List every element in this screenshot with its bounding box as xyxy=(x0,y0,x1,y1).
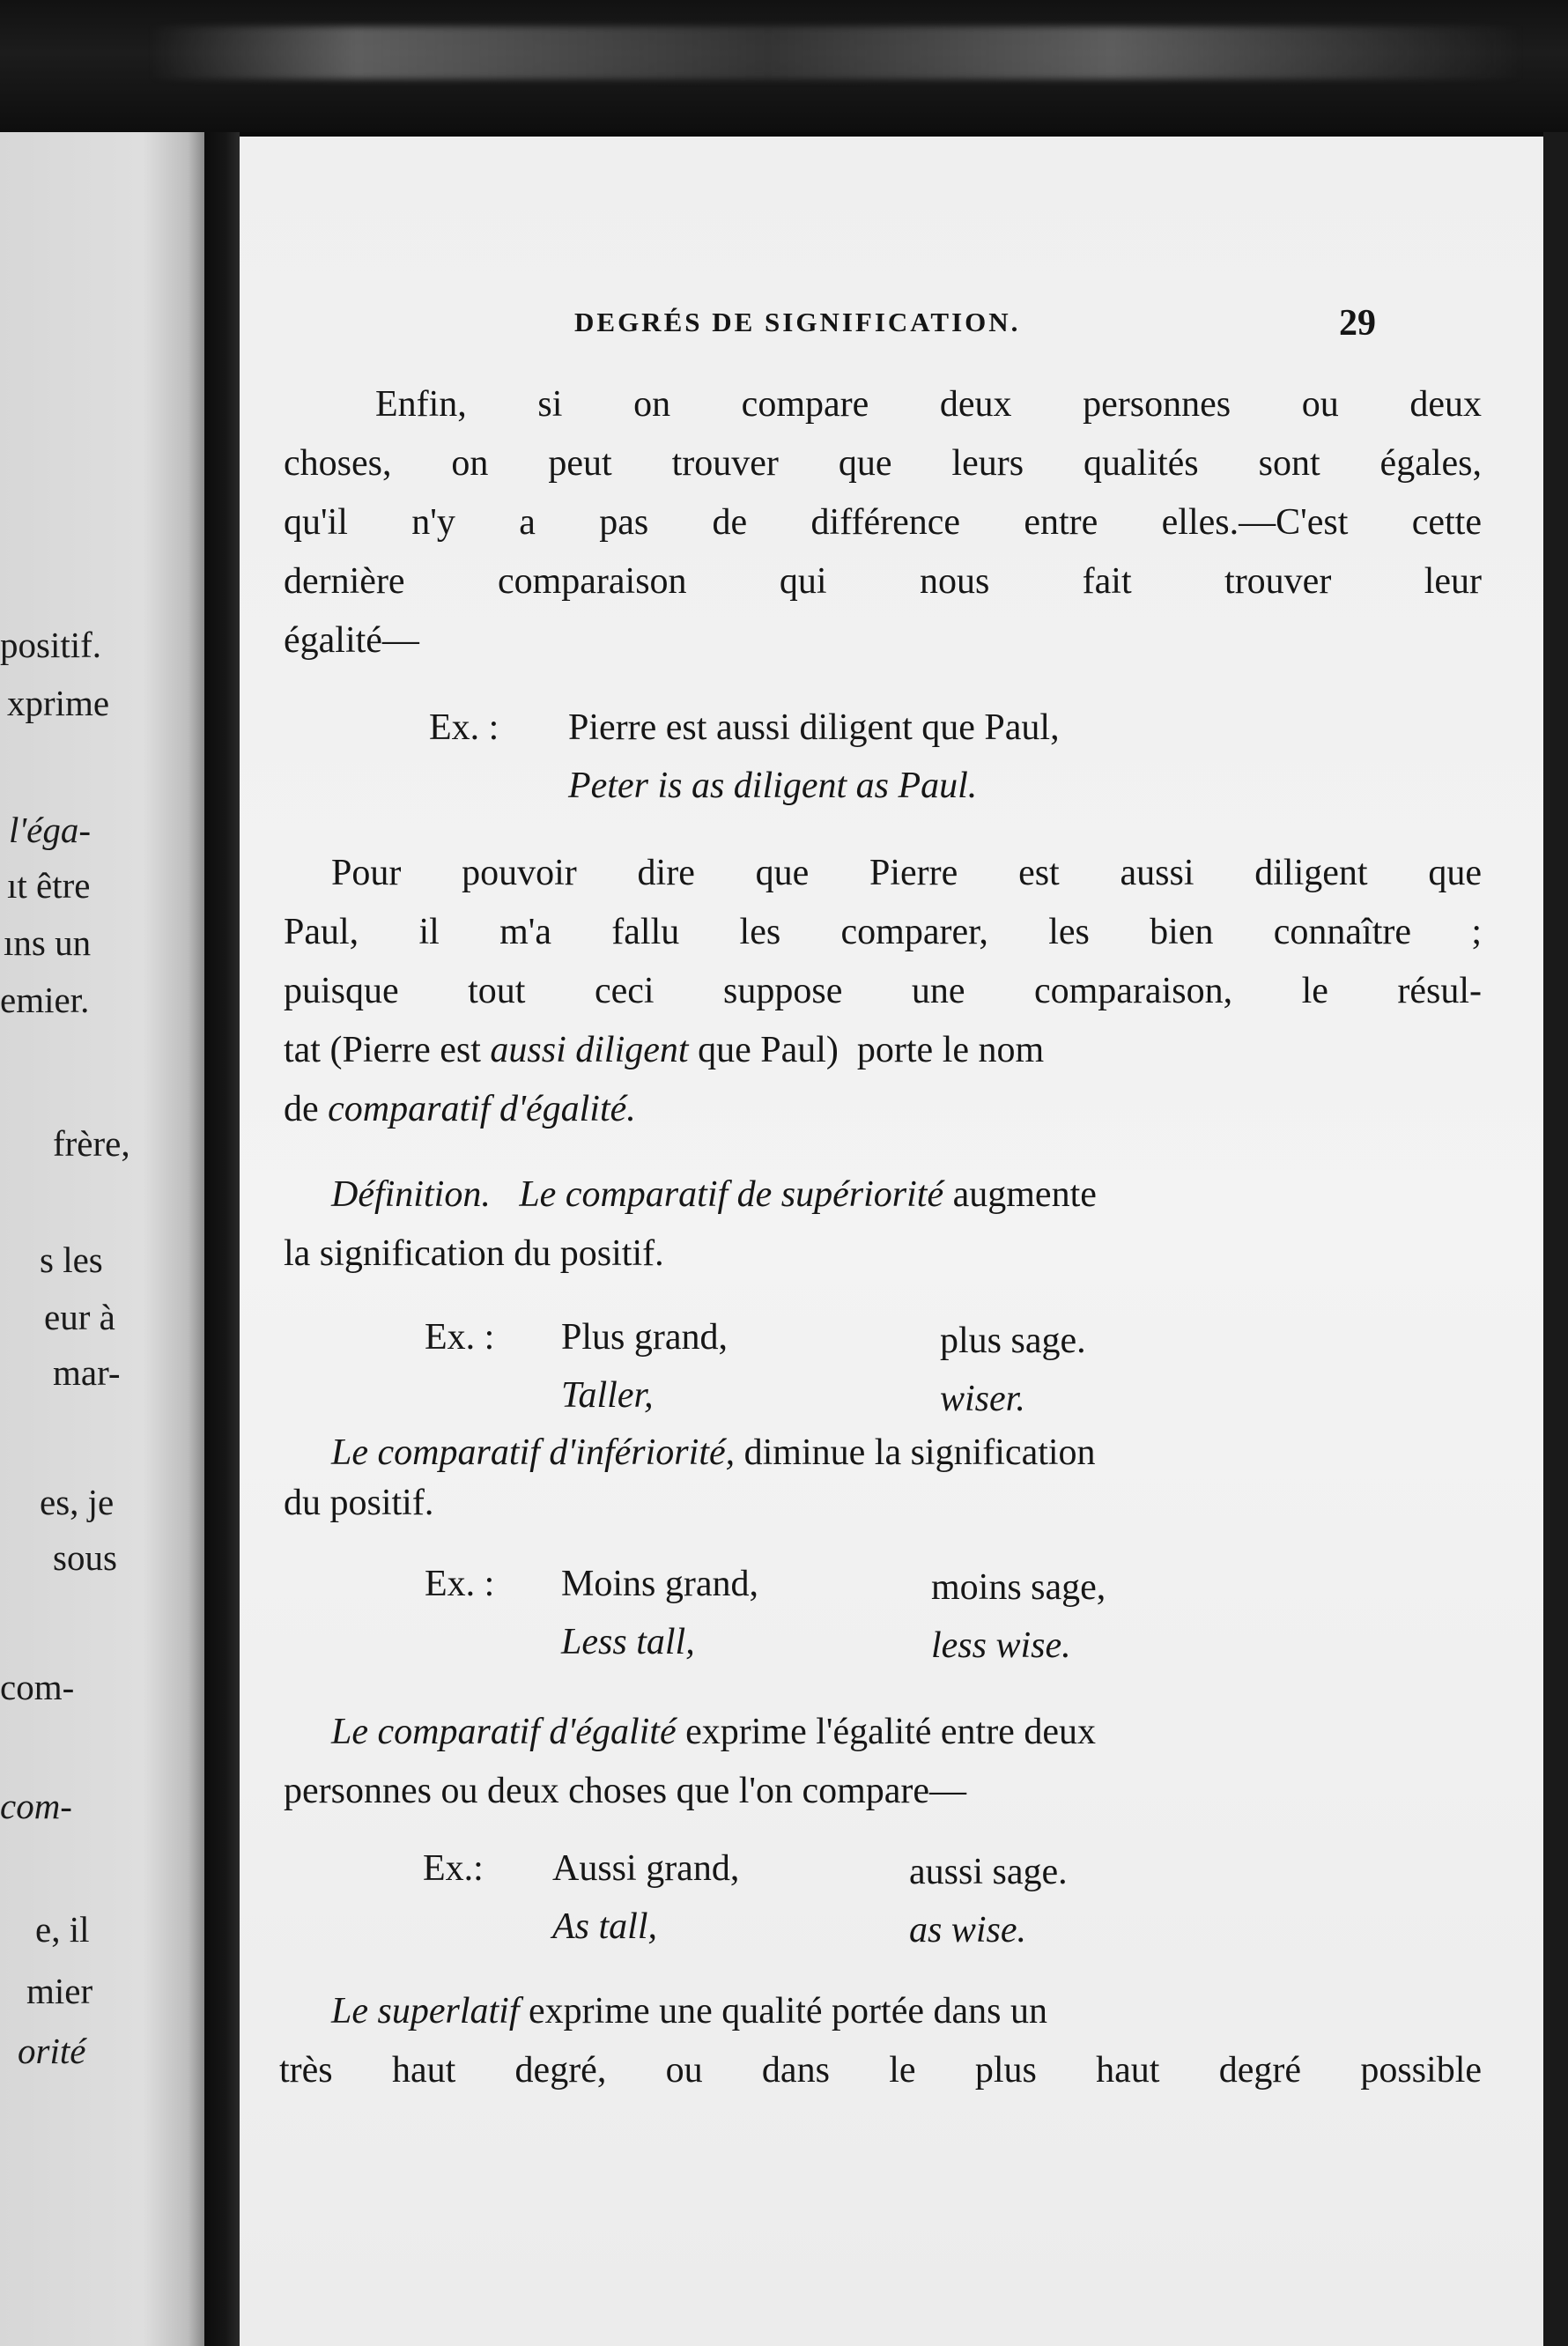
left-fragment: e, il xyxy=(35,1909,90,1950)
ex2-col2: plus sage. xyxy=(940,1321,1086,1361)
ex1-label: Ex. : xyxy=(429,707,499,748)
inferiority-line-1 xyxy=(331,1434,1096,1471)
ex2-label: Ex. : xyxy=(425,1317,495,1358)
definition-line-2: la signification du positif. xyxy=(284,1233,664,1274)
left-fragment: ıns un xyxy=(4,922,92,963)
left-fragment: l'éga- xyxy=(9,810,92,850)
superlative-text: exprime une qualité portée dans un xyxy=(519,1991,1047,2031)
ex3-col2: moins sage, xyxy=(931,1567,1106,1608)
ex4-col1: Aussi grand, xyxy=(552,1848,740,1889)
left-fragment: com- xyxy=(0,1786,72,1826)
left-facing-page xyxy=(0,132,204,2346)
left-fragment: eur à xyxy=(44,1297,115,1337)
para1-line-2: choses, on peut trouver que leurs qualités sont égales, xyxy=(284,443,1482,484)
left-fragment: es, je xyxy=(40,1482,115,1522)
definition-text: augmente xyxy=(943,1174,1097,1215)
ex3-col1-english: Less tall, xyxy=(561,1622,695,1662)
para2-line-4 xyxy=(284,1032,1482,1069)
superlative-line-2: très haut degré, ou dans le plus haut degré possible xyxy=(279,2050,1482,2091)
para2-text: que Paul) porte le nom xyxy=(688,1030,1045,1070)
definition-line-1 xyxy=(331,1176,1482,1213)
ex3-col2-english: less wise. xyxy=(931,1625,1071,1666)
ex2-col1-english: Taller, xyxy=(561,1375,654,1416)
inferiority-line-2: du positif. xyxy=(284,1483,434,1523)
para1-line-1: Enfin, si on compare deux personnes ou deux xyxy=(375,384,1482,425)
para2-line-1: Pour pouvoir dire que Pierre est aussi diligent que xyxy=(331,853,1482,893)
page-number: 29 xyxy=(1339,303,1376,344)
inferiority-term: Le comparatif d'infériorité, xyxy=(331,1432,736,1473)
left-fragment: positif. xyxy=(0,625,102,665)
scan-right-border xyxy=(1543,132,1568,2346)
superlative-term: Le superlatif xyxy=(331,1991,520,2031)
para2-line-5 xyxy=(284,1091,636,1128)
ex2-col1: Plus grand, xyxy=(561,1317,728,1358)
ex2-col2-english: wiser. xyxy=(940,1379,1025,1419)
ex3-col1: Moins grand, xyxy=(561,1564,758,1604)
para2-line-3: puisque tout ceci suppose une comparaison, le résul- xyxy=(284,971,1482,1011)
ex4-label: Ex.: xyxy=(423,1848,484,1889)
main-page xyxy=(240,137,1543,2346)
para2-text: tat (Pierre est xyxy=(284,1030,491,1070)
running-head: DEGRÉS DE SIGNIFICATION. xyxy=(574,307,1021,337)
left-fragment: xprime xyxy=(7,683,110,723)
definition-label: Définition. xyxy=(331,1174,491,1215)
para2-line-2: Paul, il m'a fallu les comparer, les bien connaître ; xyxy=(284,912,1482,952)
para1-line-4: dernière comparaison qui nous fait trouver leur xyxy=(284,561,1482,602)
ex4-col2-english: as wise. xyxy=(909,1910,1027,1950)
left-fragment: com- xyxy=(0,1667,75,1707)
book-gutter xyxy=(204,132,240,2346)
ex1-english: Peter is as diligent as Paul. xyxy=(568,766,978,806)
left-fragment: ıt être xyxy=(7,865,91,906)
left-fragment: mier xyxy=(26,1971,93,2011)
equality-text: exprime l'égalité entre deux xyxy=(676,1712,1096,1752)
scan-top-streak xyxy=(150,26,1524,79)
inferiority-text: diminue la signification xyxy=(735,1432,1096,1473)
para2-emphasis: aussi diligent xyxy=(490,1030,689,1070)
left-fragment: orité xyxy=(18,2031,86,2071)
superlative-line-1 xyxy=(331,1993,1482,2030)
left-fragment: frère, xyxy=(53,1123,130,1164)
ex4-col1-english: As tall, xyxy=(552,1906,658,1947)
equality-line-1 xyxy=(331,1713,1096,1750)
para2-term: comparatif d'égalité. xyxy=(328,1089,636,1129)
ex3-label: Ex. : xyxy=(425,1564,495,1604)
para1-line-3: qu'il n'y a pas de différence entre elles.—C'est cette xyxy=(284,502,1482,543)
para2-text: de xyxy=(284,1089,329,1129)
para1-line-5: égalité— xyxy=(284,620,419,661)
left-fragment: emier. xyxy=(0,980,90,1020)
ex1-french: Pierre est aussi diligent que Paul, xyxy=(568,707,1060,748)
left-fragment: sous xyxy=(53,1537,117,1578)
left-fragment: s les xyxy=(40,1240,103,1280)
equality-term: Le comparatif d'égalité xyxy=(331,1712,677,1752)
left-fragment: mar- xyxy=(53,1352,121,1393)
ex4-col2: aussi sage. xyxy=(909,1852,1068,1892)
equality-line-2: personnes ou deux choses que l'on compare— xyxy=(284,1771,967,1811)
definition-term: Le comparatif de supériorité xyxy=(519,1174,944,1215)
